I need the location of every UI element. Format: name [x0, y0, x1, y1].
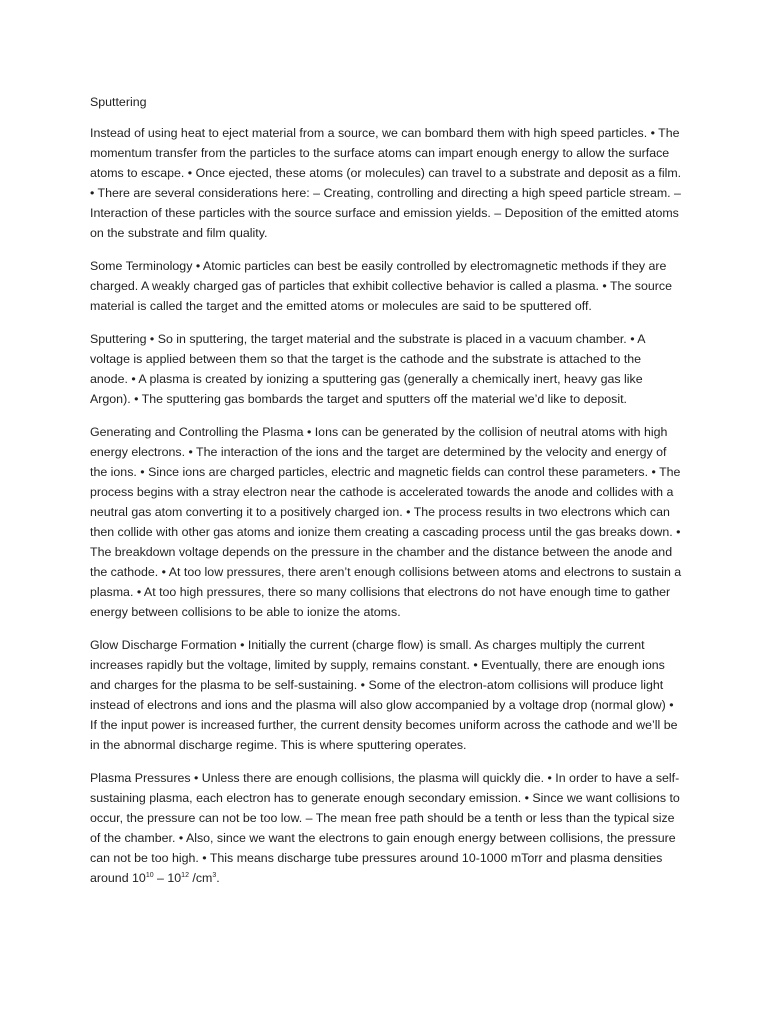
final-period: .: [216, 871, 220, 885]
exponent-3: 3: [212, 871, 217, 879]
paragraph-intro: Instead of using heat to eject material from a source, we can bombard them with high speed particles. • The momentum transfer from the particles to the surface atoms can impart enough energy to allow the surface atoms to escape. • Once ejected, these atoms (or molecules) can travel to a substrate and deposit as a film. • There are several considerations here: – Creating, controlling and directing a high speed particle stream. – Interaction of these particles with the source surface and emission yields. – Deposition of the emitted atoms on the substrate and film quality.: [90, 126, 682, 240]
exponent-10: 10: [145, 871, 154, 879]
unit-text: /cm: [188, 871, 213, 885]
document-body: [90, 92, 682, 901]
paragraph-sputtering: Sputtering • So in sputtering, the target material and the substrate is placed in a vacuum chamber. • A voltage is applied between them so that the target is the cathode and the substrate is attached to the anode. • A plasma is created by ionizing a sputtering gas (generally a chemically inert, heavy gas like Argon). • The sputtering gas bombards the target and sputters off the material we’d like to deposit.: [90, 332, 645, 406]
paragraph-plasma-pressures: [90, 768, 682, 888]
plasma-pressures-text: Plasma Pressures • Unless there are enough collisions, the plasma will quickly die. • In order to have a self-sustaining plasma, each electron has to generate enough secondary emission. • Since we want collisions to occur, the pressure can not be too low. – The mean free path should be a tenth or less than the typical size of the chamber. • Also, since we want the electrons to gain enough energy between collisions, the pressure can not be too high. • This means discharge tube pressures around 10-1000 mTorr and plasma densities around 10: [90, 771, 680, 885]
document-title: Sputtering: [90, 95, 147, 109]
range-dash: – 10: [153, 871, 182, 885]
paragraph-plasma-generation: Generating and Controlling the Plasma • Ions can be generated by the collision of neutral atoms with high energy electrons. • The interaction of the ions and the target are determined by the velocity and energy of the ions. • Since ions are charged particles, electric and magnetic fields can control these parameters. • The process begins with a stray electron near the cathode is accelerated towards the anode and collides with a neutral gas atom converting it to a positively charged ion. • The process results in two electrons which can then collide with other gas atoms and ionize them creating a cascading process until the gas breaks down. • The breakdown voltage depends on the pressure in the chamber and the distance between the anode and the cathode. • At too low pressures, there aren’t enough collisions between atoms and electrons to sustain a plasma. • At too high pressures, there so many collisions that electrons do not have enough time to gather energy between collisions to be able to ionize the atoms.: [90, 425, 682, 619]
exponent-12: 12: [181, 871, 189, 879]
paragraph-glow-discharge: Glow Discharge Formation • Initially the current (charge flow) is small. As charges multiply the current increases rapidly but the voltage, limited by supply, remains constant. • Eventually, there are enough ions and charges for the plasma to be self-sustaining. • Some of the electron-atom collisions will produce light instead of electrons and ions and the plasma will also glow accompanied by a voltage drop (normal glow) • If the input power is increased further, the current density becomes uniform across the cathode and we’ll be in the abnormal discharge regime. This is where sputtering operates.: [90, 638, 678, 752]
paragraph-terminology: Some Terminology • Atomic particles can best be easily controlled by electromagnetic methods if they are charged. A weakly charged gas of particles that exhibit collective behavior is called a plasma. • The source material is called the target and the emitted atoms or molecules are said to be sputtered off.: [90, 259, 672, 313]
